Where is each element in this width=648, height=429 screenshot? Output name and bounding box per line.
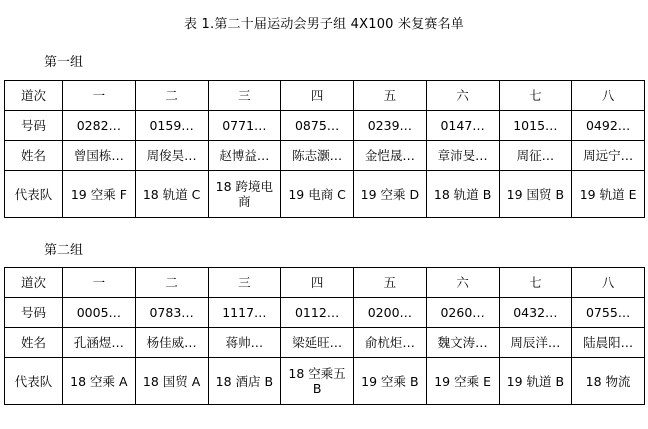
lane-cell: 四 — [281, 268, 354, 298]
group-2-label: 第二组 — [44, 243, 84, 258]
lane-cell: 五 — [354, 81, 427, 111]
name-cell: 周远宁… — [572, 141, 645, 171]
lane-cell: 六 — [426, 81, 499, 111]
number-cell: 0147… — [426, 111, 499, 141]
number-cell: 0432… — [499, 298, 572, 328]
lane-cell: 八 — [572, 268, 645, 298]
number-cell: 1015… — [499, 111, 572, 141]
team-cell: 19 轨道 E — [572, 171, 645, 218]
name-cell: 赵博益… — [208, 141, 281, 171]
number-cell: 1117… — [208, 298, 281, 328]
number-cell: 0200… — [354, 298, 427, 328]
name-cell: 魏文涛… — [426, 328, 499, 358]
name-cell: 周辰洋… — [499, 328, 572, 358]
row-label-number: 号码 — [5, 111, 63, 141]
lane-cell: 三 — [208, 268, 281, 298]
team-row — [5, 171, 645, 218]
team-cell: 18 轨道 C — [135, 171, 208, 218]
team-cell: 19 空乘 B — [354, 358, 427, 405]
name-cell: 孔涵煜… — [63, 328, 136, 358]
row-label-number: 号码 — [5, 298, 63, 328]
name-cell: 梁延旺… — [281, 328, 354, 358]
group-1-label: 第一组 — [44, 55, 84, 70]
number-cell: 0239… — [354, 111, 427, 141]
lane-cell: 一 — [63, 81, 136, 111]
name-row — [5, 141, 645, 171]
name-row — [5, 328, 645, 358]
name-cell: 金恺晟… — [354, 141, 427, 171]
name-cell: 蒋帅… — [208, 328, 281, 358]
lane-cell: 七 — [499, 81, 572, 111]
team-cell: 18 跨境电商 — [208, 171, 281, 218]
row-label-name: 姓名 — [5, 141, 63, 171]
number-cell: 0260… — [426, 298, 499, 328]
team-cell: 19 国贸 B — [499, 171, 572, 218]
number-cell: 0005… — [63, 298, 136, 328]
row-label-lane: 道次 — [5, 268, 63, 298]
lane-row — [5, 268, 645, 298]
lane-cell: 七 — [499, 268, 572, 298]
team-cell: 18 国贸 A — [135, 358, 208, 405]
lane-cell: 二 — [135, 268, 208, 298]
number-row — [5, 298, 645, 328]
name-cell: 陆晨阳… — [572, 328, 645, 358]
number-cell: 0875… — [281, 111, 354, 141]
row-label-lane: 道次 — [5, 81, 63, 111]
team-cell: 19 轨道 B — [499, 358, 572, 405]
lane-cell: 四 — [281, 81, 354, 111]
group-1-table — [4, 80, 645, 218]
team-cell: 19 空乘 E — [426, 358, 499, 405]
name-cell: 章沛旻… — [426, 141, 499, 171]
name-cell: 俞杭炬… — [354, 328, 427, 358]
name-cell: 陈志灏… — [281, 141, 354, 171]
name-cell: 杨佳威… — [135, 328, 208, 358]
number-row — [5, 111, 645, 141]
group-2-table — [4, 267, 645, 405]
name-cell: 曾国栋… — [63, 141, 136, 171]
number-cell: 0783… — [135, 298, 208, 328]
number-cell: 0771… — [208, 111, 281, 141]
team-cell: 19 空乘 D — [354, 171, 427, 218]
lane-cell: 八 — [572, 81, 645, 111]
team-cell: 19 电商 C — [281, 171, 354, 218]
lane-cell: 六 — [426, 268, 499, 298]
team-cell: 18 空乘五 B — [281, 358, 354, 405]
team-cell: 18 物流 — [572, 358, 645, 405]
lane-cell: 三 — [208, 81, 281, 111]
lane-cell: 二 — [135, 81, 208, 111]
row-label-team: 代表队 — [5, 171, 63, 218]
number-cell: 0755… — [572, 298, 645, 328]
team-cell: 18 酒店 B — [208, 358, 281, 405]
number-cell: 0492… — [572, 111, 645, 141]
lane-cell: 五 — [354, 268, 427, 298]
row-label-team: 代表队 — [5, 358, 63, 405]
team-cell: 18 轨道 B — [426, 171, 499, 218]
lane-cell: 一 — [63, 268, 136, 298]
team-cell: 18 空乘 A — [63, 358, 136, 405]
team-row — [5, 358, 645, 405]
name-cell: 周征… — [499, 141, 572, 171]
document-title: 表 1.第二十届运动会男子组 4X100 米复赛名单 — [184, 17, 464, 32]
name-cell: 周俊昊… — [135, 141, 208, 171]
number-cell: 0159… — [135, 111, 208, 141]
number-cell: 0282… — [63, 111, 136, 141]
team-cell: 19 空乘 F — [63, 171, 136, 218]
number-cell: 0112… — [281, 298, 354, 328]
row-label-name: 姓名 — [5, 328, 63, 358]
lane-row — [5, 81, 645, 111]
